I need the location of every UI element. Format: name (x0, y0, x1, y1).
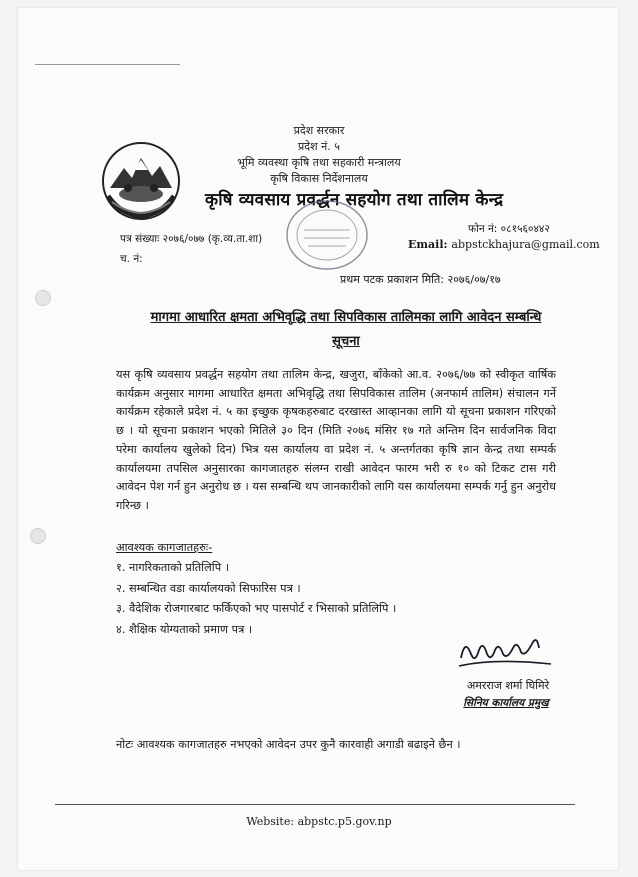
list-item: २. सम्बन्धित वडा कार्यालयको सिफारिस पत्र । (116, 581, 301, 595)
phone-number: फोन नं: ०८१५६०४४२ (468, 223, 550, 235)
top-rule (35, 64, 180, 65)
punch-hole-bottom (30, 528, 46, 544)
notice-subject (116, 306, 576, 354)
subject-line-1: मागमा आधारित क्षमता अभिवृद्धि तथा सिपविकास तालिमका लागि आवेदन सम्बन्धि (150, 310, 542, 325)
nepal-emblem-icon (100, 140, 182, 222)
list-item: ४. शैक्षिक योग्यताको प्रमाण पत्र । (116, 622, 253, 636)
list-item: १. नागरिकताको प्रतिलिपि । (116, 561, 229, 574)
province-line: प्रदेश नं. ५ (298, 140, 340, 153)
dispatch-number: च. नं: (120, 253, 143, 265)
documents-heading: आवश्यक कागजातहरुः- (116, 541, 213, 554)
center-name: कृषि व्यवसाय प्रवर्द्धन सहयोग तथा तालिम केन्द्र (205, 190, 504, 210)
list-item: ३. वैदेशिक रोजगारबाट फर्किएको भए पासपोर्ट र भिसाको प्रतिलिपि । (116, 602, 397, 615)
reference-number: पत्र संख्याः २०७६/०७७ (कृ.व्य.ता.शा) (120, 233, 263, 245)
documents-list (116, 558, 396, 640)
email-line (408, 238, 600, 251)
notice-body: यस कृषि व्यवसाय प्रवर्द्धन सहयोग तथा तालिम केन्द्र, खजुरा, बाँकेको आ.व. २०७६/७७ को स्वीकृत वार्षिक कार्यक्रम अनुसार मागमा आधारित क्षमता अभिवृद्धि तथा सिपविकास तालिम (अनफार्म तालिम) संचालन गर्ने कार्यक्रम रहेकाले प्रदेश नं. ५ का इच्छुक कृषकहरुबाट दरखास्त आव्हानका लागि यो सूचना प्रकाशन गरिएको छ । यो सूचना प्रकाशन भएको मितिले ३० दिन (मिति २०७६ मंसिर १७ गते अन्तिम दिन सार्वजनिक विदा परेमा कार्यालय खुलेको दिन) भित्र यस कार्यालय वा प्रदेश नं. ५ अन्तर्गतका कृषि ज्ञान केन्द्र तथा सम्पर्क कार्यालयमा तपसिल अनुसारका कागजातहरु संलग्न राखी आवेदन फारम भरी रु १० को टिकट टास गरी आवेदन पेश गर्न हुन अनुरोध छ । यस सम्बन्धि थप जानकारीको लागि यस कार्यालयमा सम्पर्क गर्नु हुन अनुरोध गरिन्छ । (116, 368, 556, 512)
website-link: Website: abpstc.p5.gov.np (246, 815, 392, 828)
signer-title: सिनिय कार्यालय प्रमुख (463, 697, 549, 709)
publication-date: प्रथम पटक प्रकाशन मिति: २०७६/०७/१७ (340, 273, 501, 286)
note-text: नोटः आवश्यक कागजातहरु नभएको आवेदन उपर कुनै कारवाही अगाडी बढाइने छैन । (116, 738, 461, 751)
directorate-line: कृषि विकास निर्देशनालय (270, 172, 368, 185)
signature-icon (455, 628, 555, 672)
subject-line-2: सूचना (332, 334, 360, 349)
footer-rule (55, 804, 575, 805)
email-label: Email: (408, 238, 448, 251)
signer-name: अमरराज शर्मा घिमिरे (466, 679, 550, 692)
office-stamp-icon (282, 195, 372, 275)
punch-hole-top (35, 290, 51, 306)
ministry-line: भूमि व्यवस्था कृषि तथा सहकारी मन्त्रालय (237, 156, 401, 169)
email-address: abpstckhajura@gmail.com (451, 238, 600, 251)
government-line: प्रदेश सरकार (293, 124, 345, 137)
